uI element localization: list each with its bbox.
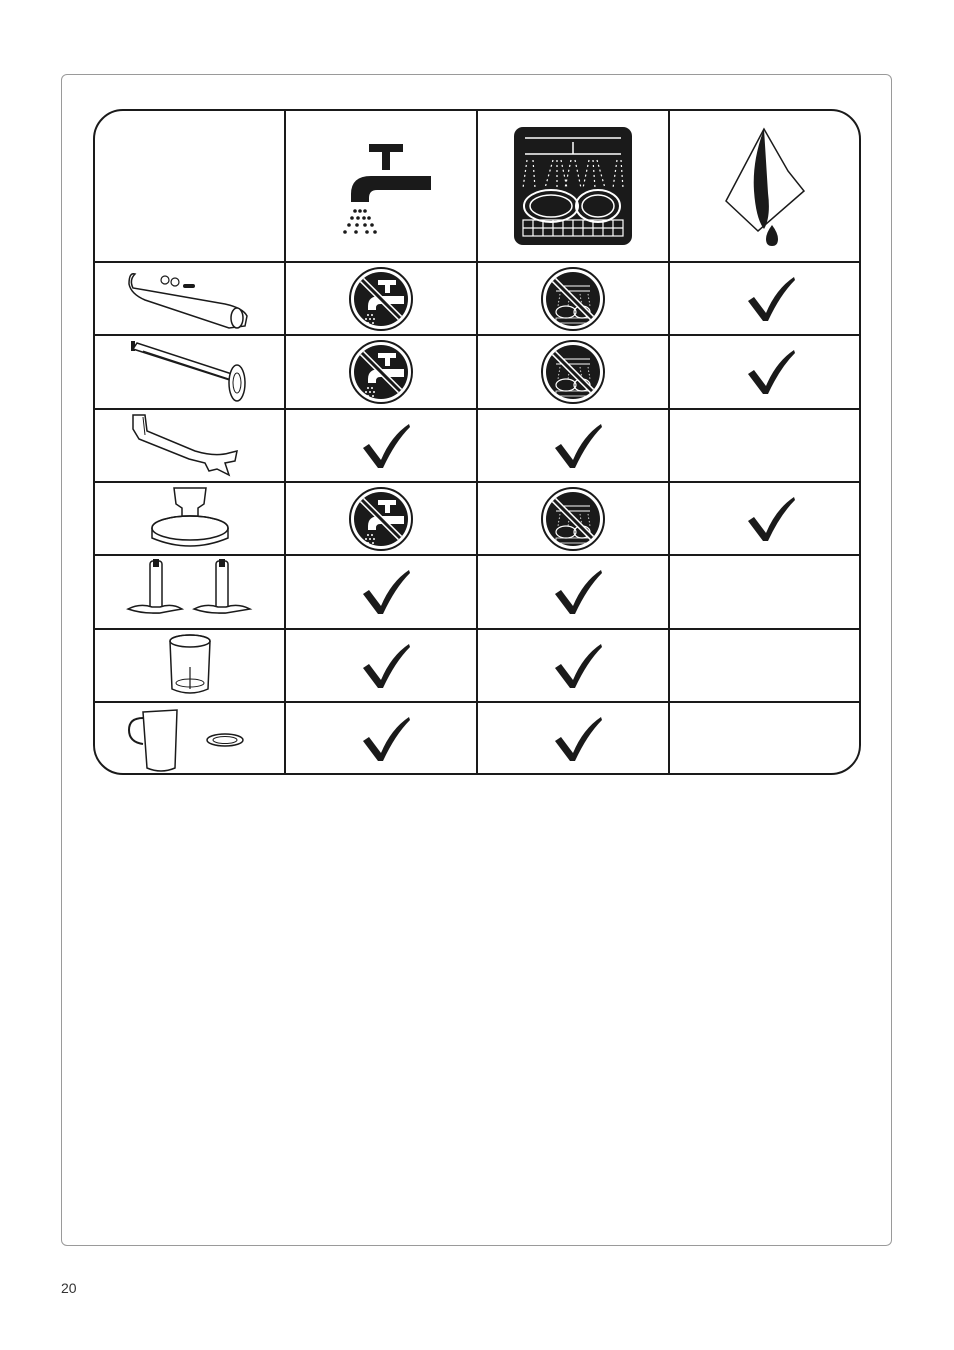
row-6-cloth-cell bbox=[670, 630, 861, 701]
row-1-cloth-cell bbox=[670, 263, 861, 334]
chopper-blades-icon bbox=[120, 557, 260, 627]
no-dishwasher-icon bbox=[540, 486, 606, 552]
check-icon bbox=[361, 715, 411, 763]
check-icon bbox=[361, 422, 411, 470]
no-tap-water-icon bbox=[348, 339, 414, 405]
row-2-part-cell bbox=[95, 336, 284, 408]
blender-bar-icon bbox=[125, 411, 255, 481]
tap-water-icon bbox=[331, 136, 431, 236]
row-1-dishwasher-cell bbox=[478, 263, 668, 334]
check-icon bbox=[553, 422, 603, 470]
row-4-tap-cell bbox=[286, 483, 476, 554]
check-icon bbox=[746, 275, 796, 323]
row-5-dishwasher-cell bbox=[478, 556, 668, 628]
check-icon bbox=[553, 715, 603, 763]
whisk-coupling-icon bbox=[125, 337, 255, 407]
row-7-cloth-cell bbox=[670, 703, 861, 775]
chopper-gear-unit-icon bbox=[140, 484, 240, 554]
header-tap bbox=[286, 111, 476, 261]
row-5-part-cell bbox=[95, 556, 284, 628]
row-2-cloth-cell bbox=[670, 336, 861, 408]
dishwasher-icon bbox=[513, 126, 633, 246]
row-7-tap-cell bbox=[286, 703, 476, 775]
row-5-tap-cell bbox=[286, 556, 476, 628]
row-3-part-cell bbox=[95, 410, 284, 481]
row-7-dishwasher-cell bbox=[478, 703, 668, 775]
row-6-dishwasher-cell bbox=[478, 630, 668, 701]
check-icon bbox=[746, 348, 796, 396]
header-cloth bbox=[670, 111, 861, 261]
row-3-dishwasher-cell bbox=[478, 410, 668, 481]
no-tap-water-icon bbox=[348, 266, 414, 332]
row-6-part-cell bbox=[95, 630, 284, 701]
motor-unit-icon bbox=[125, 264, 255, 334]
page-number: 20 bbox=[61, 1280, 77, 1296]
header-dishwasher bbox=[478, 111, 668, 261]
no-dishwasher-icon bbox=[540, 266, 606, 332]
row-3-tap-cell bbox=[286, 410, 476, 481]
check-icon bbox=[361, 568, 411, 616]
row-6-tap-cell bbox=[286, 630, 476, 701]
check-icon bbox=[361, 642, 411, 690]
check-icon bbox=[746, 495, 796, 543]
beaker-and-lid-icon bbox=[125, 704, 255, 774]
row-4-part-cell bbox=[95, 483, 284, 554]
row-4-cloth-cell bbox=[670, 483, 861, 554]
damp-cloth-icon bbox=[716, 121, 816, 251]
row-5-cloth-cell bbox=[670, 556, 861, 628]
row-3-cloth-cell bbox=[670, 410, 861, 481]
row-7-part-cell bbox=[95, 703, 284, 775]
row-4-dishwasher-cell bbox=[478, 483, 668, 554]
check-icon bbox=[553, 568, 603, 616]
check-icon bbox=[553, 642, 603, 690]
chopper-bowl-icon bbox=[160, 631, 220, 701]
row-1-tap-cell bbox=[286, 263, 476, 334]
no-tap-water-icon bbox=[348, 486, 414, 552]
cleaning-table bbox=[93, 109, 861, 775]
no-dishwasher-icon bbox=[540, 339, 606, 405]
row-2-tap-cell bbox=[286, 336, 476, 408]
row-1-part-cell bbox=[95, 263, 284, 334]
row-2-dishwasher-cell bbox=[478, 336, 668, 408]
